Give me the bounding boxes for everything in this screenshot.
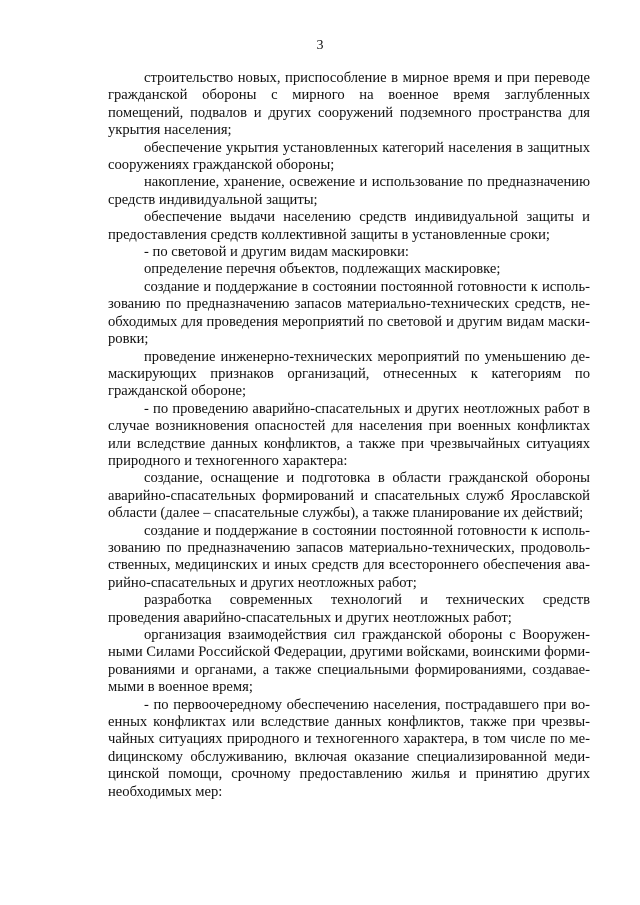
paragraph: определение перечня объектов, подлежащих маскировке;: [144, 261, 501, 278]
paragraph: создание и поддержание в состоянии постоянной готовности к использованию по предназначению запасов материально-технических средств, необходимых для проведения мероприятий по световой и другим видам маскировки;: [108, 278, 590, 348]
paragraph: разработка современных технологий и технических средств проведения аварийно-спасательных и других неотложных работ;: [108, 592, 590, 626]
paragraph: строительство новых, приспособление в мирное время и при переводе гражданской обороны с мирного на военное время заглубленных помещений, подвалов и других сооружений подземного пространства для укрытия населения;: [108, 70, 590, 139]
paragraph: накопление, хранение, освежение и использование по предназначению средств индивидуальной защиты;: [108, 174, 590, 208]
paragraph: обеспечение укрытия установленных категорий населения в защитных сооружениях гражданской обороны;: [108, 139, 590, 174]
paragraph: создание, оснащение и подготовка в области гражданской обороны аварийно-спасательных формирований и спасательных служб Ярославской области (далее – спасательные службы), а также планирование их действий;: [108, 470, 590, 522]
paragraph: создание и поддержание в состоянии постоянной готовности к использованию по предназначению запасов материально-технических, продовольственных, медицинских и иных средств для всестороннего обеспечения аварийно-спасательных и других неотложных работ;: [108, 522, 590, 591]
section-heading-paragraph: - по световой и другим видам маскировки:: [144, 244, 409, 261]
paragraph: организация взаимодействия сил гражданской обороны с Вооруженными Силами Российской Федерации, другими войсками, воинскими формированиями и органами, а также специальными формированиями, создаваемыми в военное время;: [108, 627, 591, 696]
document-body: [108, 70, 590, 801]
page-number: 3: [316, 38, 324, 53]
section-heading-paragraph: - по проведению аварийно-спасательных и других неотложных работ в случае возникновения опасностей для населения при военных конфликтах или вследствие данных конфликтов, а также при чрезвычайных ситуациях природного и техногенного характера:: [108, 400, 590, 469]
paragraph: проведение инженерно-технических мероприятий по уменьшению демаскирующих признаков организаций, отнесенных к категориям по гражданской обороне;: [108, 348, 590, 400]
paragraph: обеспечение выдачи населению средств индивидуальной защиты и предоставления средств коллективной защиты в установленные сроки;: [108, 209, 590, 243]
section-heading-paragraph: - по первоочередному обеспечению населения, пострадавшего при военных конфликтах или вследствие данных конфликтов, также при чрезвычайных ситуациях природного и техногенного характера, в том числе по меdицинскому обслуживанию, включая оказание специализированной медицинской помощи, срочному предоставлению жилья и принятию других необходимых мер:: [108, 696, 590, 800]
